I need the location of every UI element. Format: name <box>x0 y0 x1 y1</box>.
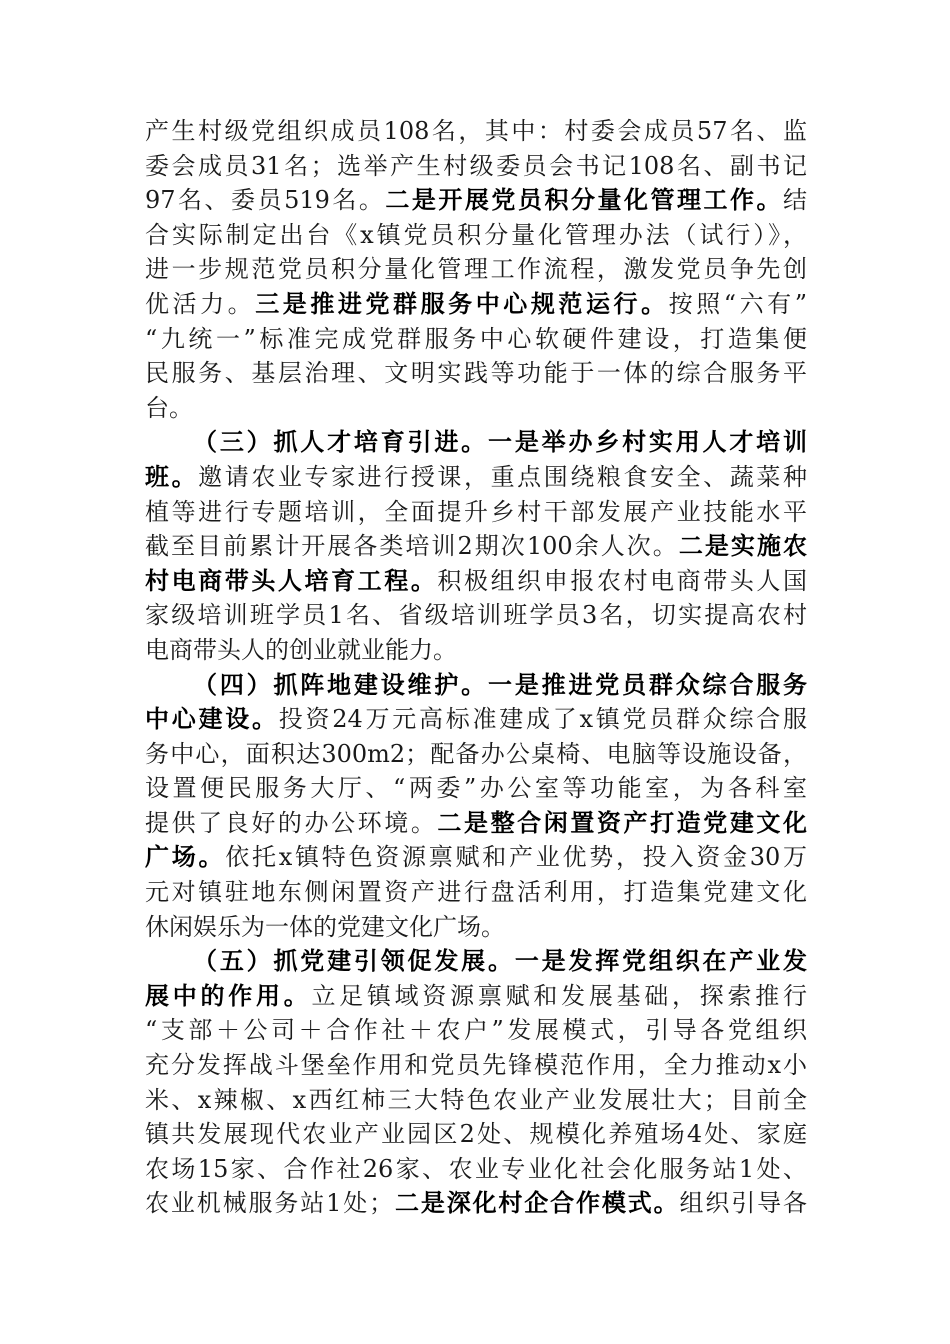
bold-heading-run: 广场。 <box>145 842 226 872</box>
text-line: 植等进行专题培训，全面提升乡村干部发展产业技能水平 <box>145 497 807 526</box>
bold-heading-run: 二是开展党员积分量化管理工作。 <box>385 185 783 215</box>
text-line <box>145 840 807 875</box>
text-line: 产生村级党组织成员108名，其中：村委会成员57名、监 <box>145 117 807 145</box>
text-run: 积极组织申报农村电商带头人国 <box>437 566 807 595</box>
bold-heading-run: 村电商带头人培育工程。 <box>145 565 438 595</box>
text-line: 家级培训班学员1名、省级培训班学员3名，切实提高农村 <box>145 601 807 630</box>
text-run: 优活力。 <box>145 289 256 318</box>
bold-heading-run: 二是整合闲置资产打造党建文化 <box>437 807 807 837</box>
text-line: 合实际制定出台《x镇党员积分量化管理办法（试行）》， <box>145 220 807 249</box>
text-line: 农场15家、合作社26家、农业专业化社会化服务站1处、 <box>145 1154 807 1183</box>
text-line: 务中心，面积达300m2；配备办公桌椅、电脑等设施设备， <box>145 739 807 768</box>
text-line <box>145 702 807 737</box>
text-line: 米、x辣椒、x西红柿三大特色农业产业发展壮大；目前全 <box>145 1085 807 1114</box>
section-heading-line: （四）抓阵地建设维护。一是推进党员群众综合服务 <box>193 669 807 699</box>
text-line <box>145 529 807 564</box>
text-run: 组织引导各 <box>679 1189 807 1218</box>
text-run: 截至目前累计开展各类培训2期次100余人次。 <box>145 532 679 561</box>
text-line: 充分发挥战斗堡垒作用和党员先锋模范作用，全力推动x小 <box>145 1051 807 1080</box>
text-run: 依托x镇特色资源禀赋和产业优势，投入资金30万 <box>225 843 807 872</box>
bold-heading-run: 二是深化村企合作模式。 <box>393 1188 680 1218</box>
section-heading-line: （五）抓党建引领促发展。一是发挥党组织在产业发 <box>193 946 807 976</box>
section-5-paragraph <box>145 944 807 1221</box>
text-line: 电商带头人的创业就业能力。 <box>145 635 457 664</box>
bold-heading-run: 班。 <box>145 461 199 491</box>
text-line: 委会成员31名；选举产生村级委员会书记108名、副书记 <box>145 151 807 180</box>
text-line <box>145 287 807 322</box>
text-run: 投资24万元高标准建成了x镇党员群众综合服 <box>278 705 807 734</box>
section-4-paragraph <box>145 668 807 945</box>
text-line: 台。 <box>145 393 193 422</box>
intro-paragraph <box>145 114 807 425</box>
bold-heading-run: 三是推进党群服务中心规范运行。 <box>255 288 669 318</box>
text-line: 民服务、基层治理、文明实践等功能于一体的综合服务平 <box>145 359 807 388</box>
bold-heading-run: 中心建设。 <box>145 704 279 734</box>
text-line <box>145 564 807 599</box>
text-run: 提供了良好的办公环境。 <box>145 808 438 837</box>
text-line: 设置便民服务大厅、“两委”办公室等功能室，为各科室 <box>145 774 807 803</box>
text-run: 结 <box>783 186 807 215</box>
text-line: 休闲娱乐为一体的党建文化广场。 <box>145 912 505 941</box>
text-run: 按照“六有” <box>668 289 807 318</box>
text-run: 97名、委员519名。 <box>145 186 386 215</box>
text-line <box>145 1186 807 1221</box>
text-line: 元对镇驻地东侧闲置资产进行盘活利用，打造集党建文化 <box>145 878 807 907</box>
document-body <box>145 114 807 1221</box>
text-line <box>145 806 807 841</box>
text-line: 镇共发展现代农业产业园区2处、规模化养殖场4处、家庭 <box>145 1120 807 1149</box>
section-3-paragraph <box>145 425 807 667</box>
bold-heading-run: 二是实施农 <box>678 531 807 561</box>
bold-heading-run: 展中的作用。 <box>145 980 312 1010</box>
text-line: 进一步规范党员积分量化管理工作流程，激发党员争先创 <box>145 255 807 284</box>
text-line: “支部＋公司＋合作社＋农户”发展模式，引导各党组织 <box>145 1016 807 1045</box>
section-heading-line: （三）抓人才培育引进。一是举办乡村实用人才培训 <box>193 427 807 457</box>
text-run: 立足镇域资源禀赋和发展基础，探索推行 <box>311 981 807 1010</box>
text-run: 邀请农业专家进行授课，重点围绕粮食安全、蔬菜种 <box>198 462 807 491</box>
text-line <box>145 979 807 1014</box>
text-line <box>145 460 807 495</box>
text-line: “九统一”标准完成党群服务中心软硬件建设，打造集便 <box>145 324 807 353</box>
text-line <box>145 183 807 218</box>
text-run: 农业机械服务站1处； <box>145 1189 394 1218</box>
